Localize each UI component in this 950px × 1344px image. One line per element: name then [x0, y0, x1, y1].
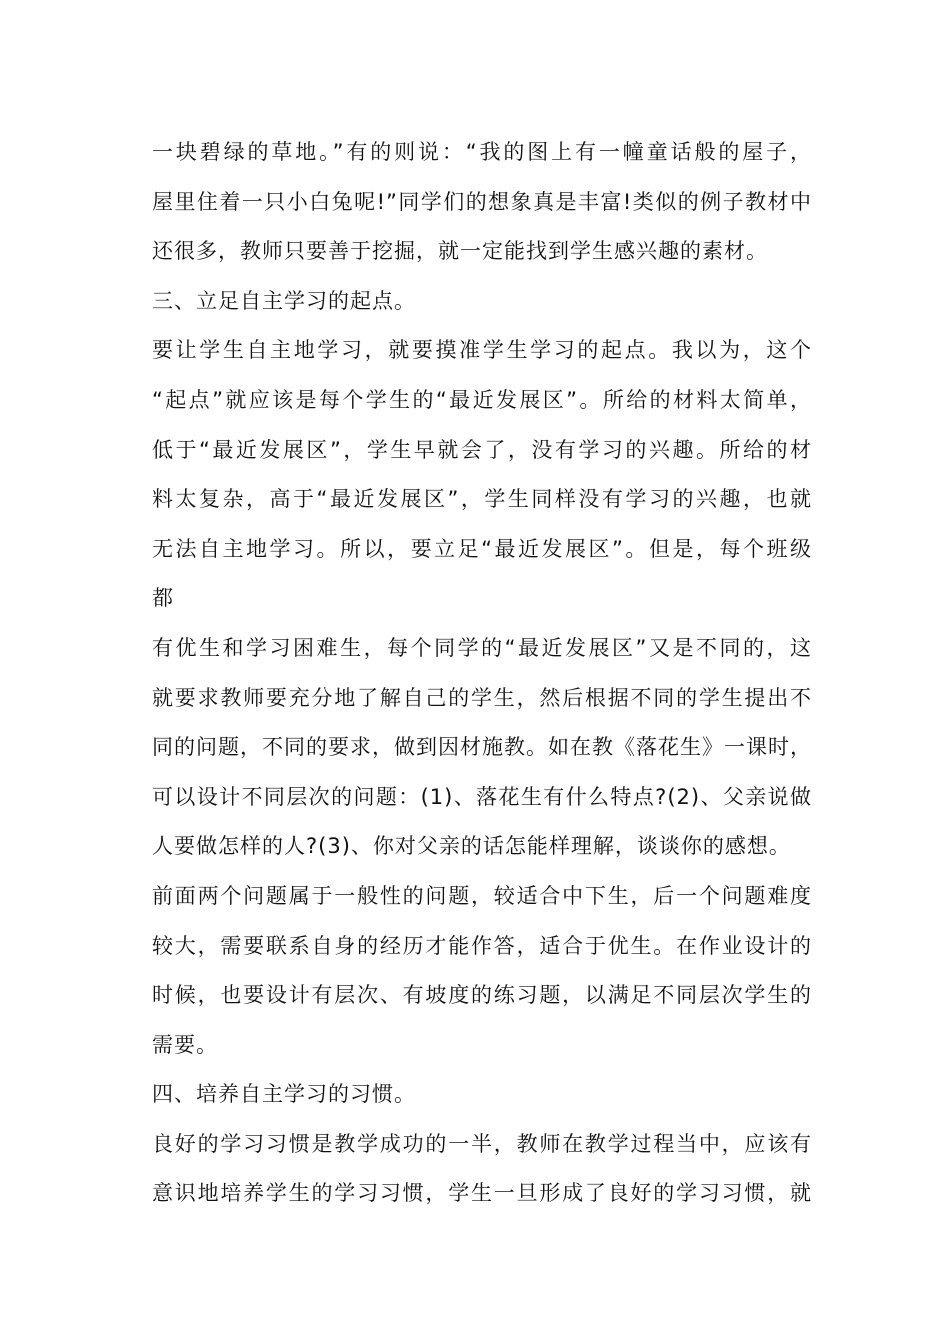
text-line: 意识地培养学生的学习习惯，学生一旦形成了良好的学习习惯，就 [152, 1181, 812, 1206]
text-line: 料太复杂，高于“最近发展区”，学生同样没有学习的兴趣，也就 [152, 487, 812, 512]
text-line: 可以设计不同层次的问题：(1)、落花生有什么特点?(2)、父亲说做 [152, 784, 812, 809]
text-line: 就要求教师要充分地了解自己的学生，然后根据不同的学生提出不 [152, 685, 812, 710]
text-line: 较大，需要联系自身的经历才能作答，适合于优生。在作业设计的 [152, 933, 812, 958]
text-line: 良好的学习习惯是教学成功的一半，教师在教学过程当中，应该有 [152, 1131, 812, 1156]
section-heading: 三、立足自主学习的起点。 [152, 288, 416, 313]
body-text [152, 128, 812, 1219]
text-line: 要让学生自主地学习，就要摸准学生学习的起点。我以为，这个 [152, 338, 812, 363]
text-line: “起点”就应该是每个学生的“最近发展区”。所给的材料太简单， [152, 387, 812, 412]
text-line: 都 [152, 586, 174, 611]
text-line: 需要。 [152, 1032, 218, 1057]
text-line: 人要做怎样的人?(3)、你对父亲的话怎能样理解，谈谈你的感想。 [152, 834, 791, 859]
text-line: 低于“最近发展区”，学生早就会了，没有学习的兴趣。所给的材 [152, 437, 812, 462]
text-line: 前面两个问题属于一般性的问题，较适合中下生，后一个问题难度 [152, 883, 812, 908]
text-line: 有优生和学习困难生，每个同学的“最近发展区”又是不同的，这 [152, 635, 812, 660]
text-line: 还很多，教师只要善于挖掘，就一定能找到学生感兴趣的素材。 [152, 239, 768, 264]
text-line: 屋里住着一只小白兔呢!”同学们的想象真是丰富!类似的例子教材中 [152, 189, 812, 214]
text-line: 一块碧绿的草地。”有的则说：“我的图上有一幢童话般的屋子， [152, 140, 812, 164]
text-line: 时候，也要设计有层次、有坡度的练习题，以满足不同层次学生的 [152, 983, 812, 1008]
text-line: 同的问题，不同的要求，做到因材施教。如在教《落花生》一课时， [152, 735, 812, 760]
section-heading: 四、培养自主学习的习惯。 [152, 1082, 416, 1107]
text-line: 无法自主地学习。所以，要立足“最近发展区”。但是，每个班级 [152, 536, 812, 561]
